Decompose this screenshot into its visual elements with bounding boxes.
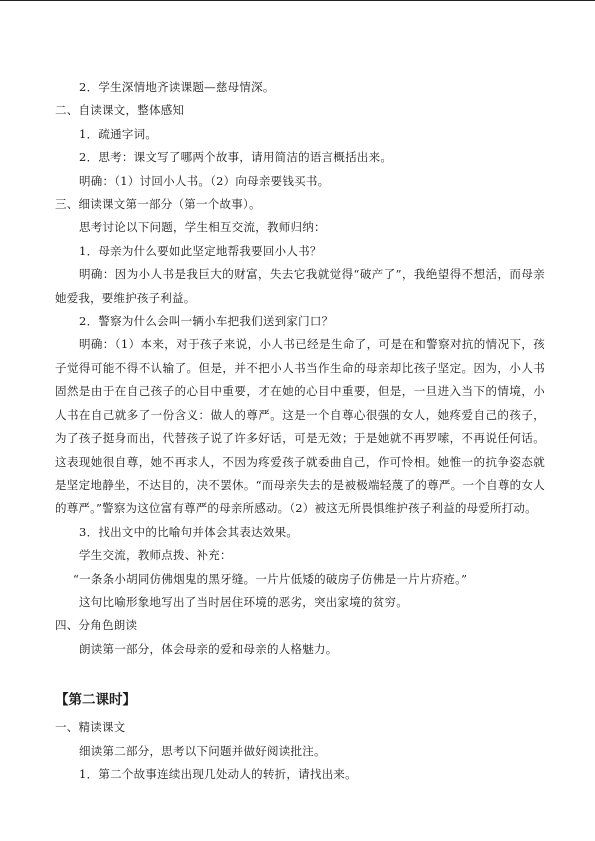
text-line: 2．学生深情地齐读课题—慈母情深。 [79,80,275,94]
section-title: 一、精读课文 [55,720,126,735]
text-line: 2．思考：课文写了哪两个故事，请用简洁的语言概括出来。 [79,150,393,165]
header-rule [0,0,595,1]
text-line: “一条条小胡同仿佛烟鬼的黑牙缝。一片片低矮的破房子仿佛是一片片疥疮。” [73,571,468,586]
paragraph-answer-1: 明确：因为小人书是我巨大的财富，失去它我就觉得“破产了”，我绝望得不想活，而母亲她爱我，要维护孩子利益。 [55,267,545,305]
section-title: 三、细读课文第一部分（第一个故事）。 [55,197,261,212]
section-title: 二、自读课文，整体感知 [55,103,185,118]
text-line: 学生交流，教师点拨、补充： [79,548,232,563]
text-line: 明确：（1）讨回小人书。（2）向母亲要钱买书。 [79,173,330,188]
text-line: 1．母亲为什么要如此坚定地帮我要回小人书？ [79,243,322,258]
paragraph-answer-2: 明确：（1）本来，对于孩子来说，小人书已经是生命了，可是在和警察对抗的情况下，孩子觉得可能不得不认输了。但是，并不把小人书当作生命的母亲却比孩子坚定。因为，小人书固然是由于在自己孩子的心目中重要，才在她的心目中重要，但是，一旦进入当下的情境，小人书在自己就多了一份含义：做人的尊严。这是一个自尊心很强的女人，她疼爱自己的孩子，为了孩子挺身而出，代替孩子说了许多好话，可是无效；于是她就不再罗嗦，不再说任何话。这表现她很自尊，她不再求人，不因为疼爱孩子就委曲自己，作可怜相。她惟一的抗争姿态就是坚定地静坐，不达目的，决不罢休。“而母亲失去的是被极端轻蔑了的尊严。一个自尊的女人的尊严。”警察为这位富有尊严的母亲所感动。（2）被这无所畏惧维护孩子利益的母爱所打动。 [55,337,545,516]
text-line: 细读第二部分，思考以下问题并做好阅读批注。 [79,743,326,758]
text-line: 朗读第一部分，体会母亲的爱和母亲的人格魅力。 [79,641,338,656]
text-line: 1．疏通字词。 [79,126,158,141]
section-title: 四、分角色朗读 [55,618,138,633]
text-line: 3．找出文中的比喻句并体会其表达效果。 [79,524,299,539]
text-line: 这句比喻形象地写出了当时居住环境的恶劣，突出家境的贫穷。 [79,594,408,609]
text-line: 思考讨论以下问题，学生相互交流，教师归纳： [79,220,326,235]
middle-lines [55,521,545,661]
bottom-lines [55,716,545,786]
document-body [55,76,545,786]
section-heading-second-lesson: 【第二课时】 [55,692,136,709]
question-2: 2．警察为什么会叫一辆小车把我们送到家门口？ [79,314,334,329]
text-line: 1．第二个故事连续出现几处动人的转折，请找出来。 [79,766,357,781]
top-lines [55,76,545,263]
